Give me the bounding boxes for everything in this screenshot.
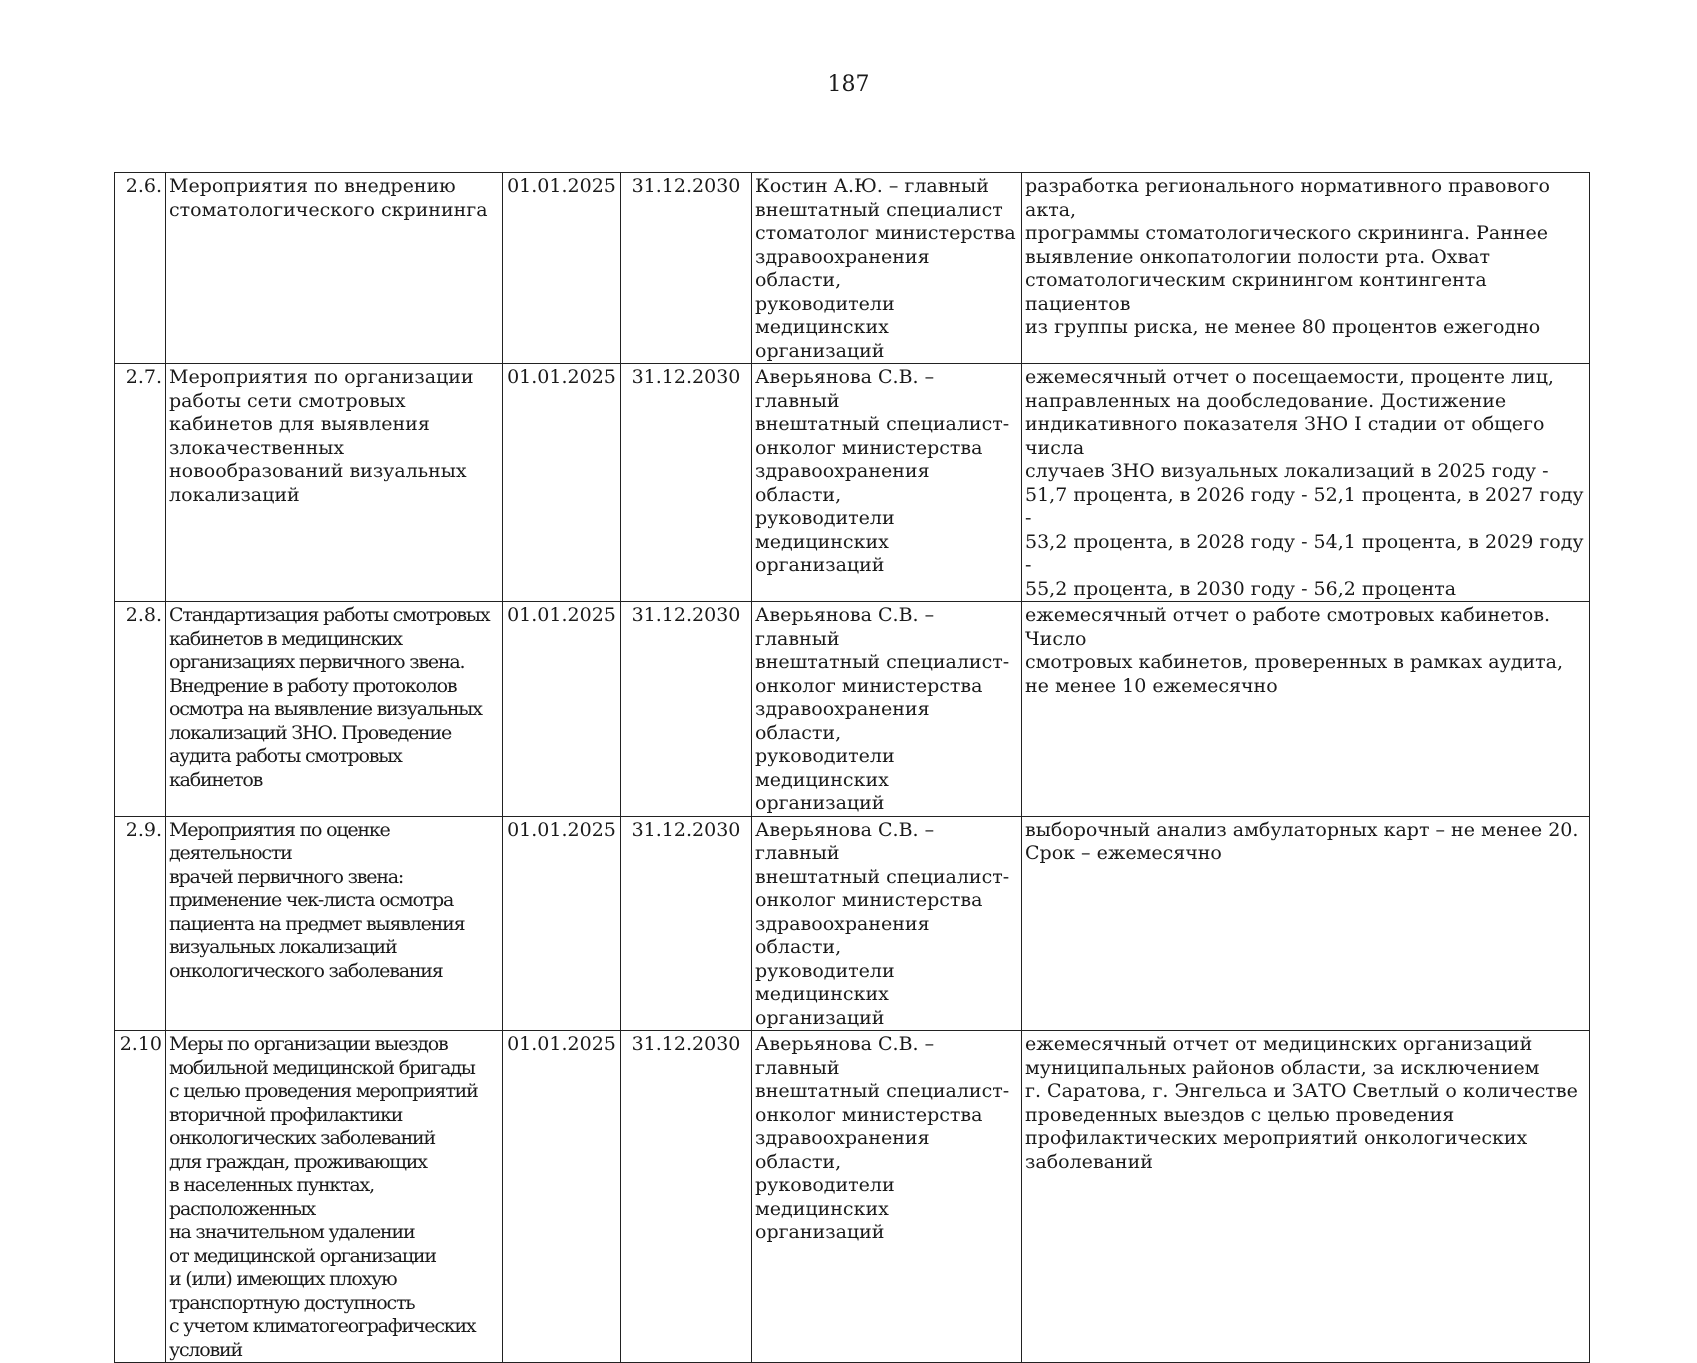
table-row bbox=[115, 173, 1590, 364]
event-description: Меры по организации выездов мобильной медицинской бригады с целью проведения мероприятий вторичной профилактики онкологических заболеваний для граждан, проживающих в населенных пунктах, расположенных на значительном удалении от медицинской организации и (или) имеющих плохую транспортную доступность с учетом климатогеографических условий bbox=[166, 1031, 503, 1363]
event-description: Стандартизация работы смотровых кабинетов в медицинских организациях первичного звена. Внедрение в работу протоколов осмотра на выявление визуальных локализаций ЗНО. Проведение аудита работы смотровых кабинетов bbox=[166, 602, 503, 817]
expected-result: разработка регионального нормативного правового акта, программы стоматологического скрининга. Раннее выявление онкопатологии полости рта. Охват стоматологическим скринингом контингента пациентов из группы риска, не менее 80 процентов ежегодно bbox=[1022, 173, 1590, 364]
event-description: Мероприятия по оценке деятельности врачей первичного звена: применение чек-листа осмотра пациента на предмет выявления визуальных локализаций онкологического заболевания bbox=[166, 816, 503, 1031]
row-number: 2.8. bbox=[115, 602, 166, 817]
end-date: 31.12.2030 bbox=[621, 364, 752, 602]
row-number: 2.9. bbox=[115, 816, 166, 1031]
expected-result: ежемесячный отчет от медицинских организаций муниципальных районов области, за исключением г. Саратова, г. Энгельса и ЗАТО Светлый о количестве проведенных выездов с целью проведения профилактических мероприятий онкологических заболеваний bbox=[1022, 1031, 1590, 1363]
table-row bbox=[115, 1031, 1590, 1363]
start-date: 01.01.2025 bbox=[503, 1031, 621, 1363]
responsible-person: Аверьянова С.В. – главный внештатный специалист- онколог министерства здравоохранения области, руководители медицинских организаций bbox=[752, 1031, 1022, 1363]
table-row bbox=[115, 602, 1590, 817]
responsible-person: Костин А.Ю. – главный внештатный специалист стоматолог министерства здравоохранения области, руководители медицинских организаций bbox=[752, 173, 1022, 364]
responsible-person: Аверьянова С.В. – главный внештатный специалист- онколог министерства здравоохранения области, руководители медицинских организаций bbox=[752, 364, 1022, 602]
table-row bbox=[115, 364, 1590, 602]
page-number: 187 bbox=[827, 72, 870, 97]
expected-result: ежемесячный отчет о посещаемости, проценте лиц, направленных на дообследование. Достижение индикативного показателя ЗНО I стадии от общего числа случаев ЗНО визуальных локализаций в 2025 году - 51,7 процента, в 2026 году - 52,1 процента, в 2027 году - 53,2 процента, в 2028 году - 54,1 процента, в 2029 году - 55,2 процента, в 2030 году - 56,2 процента bbox=[1022, 364, 1590, 602]
start-date: 01.01.2025 bbox=[503, 173, 621, 364]
event-description: Мероприятия по организации работы сети смотровых кабинетов для выявления злокачественных новообразований визуальных локализаций bbox=[166, 364, 503, 602]
row-number: 2.6. bbox=[115, 173, 166, 364]
expected-result: выборочный анализ амбулаторных карт – не менее 20. Срок – ежемесячно bbox=[1022, 816, 1590, 1031]
end-date: 31.12.2030 bbox=[621, 1031, 752, 1363]
measures-table bbox=[114, 172, 1590, 1363]
start-date: 01.01.2025 bbox=[503, 602, 621, 817]
row-number: 2.10 bbox=[115, 1031, 166, 1363]
end-date: 31.12.2030 bbox=[621, 173, 752, 364]
start-date: 01.01.2025 bbox=[503, 364, 621, 602]
event-description: Мероприятия по внедрению стоматологического скрининга bbox=[166, 173, 503, 364]
expected-result: ежемесячный отчет о работе смотровых кабинетов. Число смотровых кабинетов, проверенных в рамках аудита, не менее 10 ежемесячно bbox=[1022, 602, 1590, 817]
row-number: 2.7. bbox=[115, 364, 166, 602]
table-row bbox=[115, 816, 1590, 1031]
end-date: 31.12.2030 bbox=[621, 816, 752, 1031]
end-date: 31.12.2030 bbox=[621, 602, 752, 817]
responsible-person: Аверьянова С.В. – главный внештатный специалист- онколог министерства здравоохранения области, руководители медицинских организаций bbox=[752, 816, 1022, 1031]
responsible-person: Аверьянова С.В. – главный внештатный специалист- онколог министерства здравоохранения области, руководители медицинских организаций bbox=[752, 602, 1022, 817]
start-date: 01.01.2025 bbox=[503, 816, 621, 1031]
